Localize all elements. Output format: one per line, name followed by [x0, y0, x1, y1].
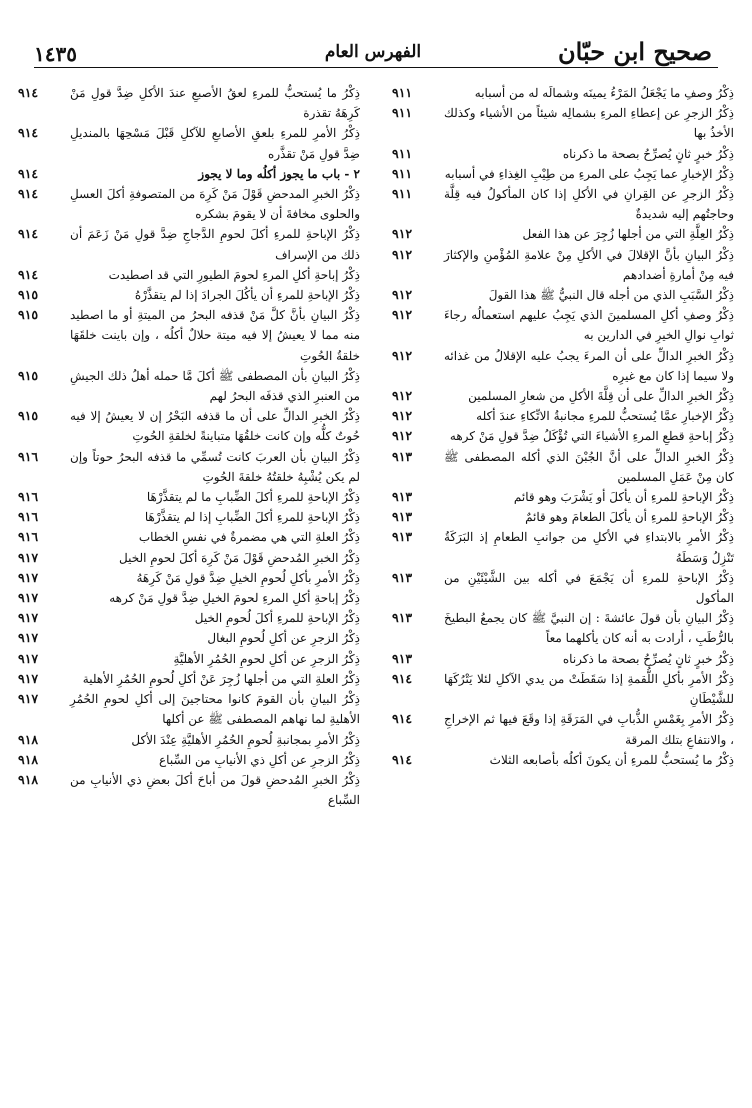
entry-page-number: ٩١٥: [18, 408, 39, 424]
index-column-left: [18, 83, 360, 810]
index-entry: [18, 123, 360, 163]
entry-text: ذِكْرُ إباحةِ أكلِ المرءِ لحومَ الخيلِ ضِدَّ قولِ مَنْ كرهه: [109, 591, 360, 606]
entry-page-number: ٩١٤: [18, 226, 39, 242]
entry-page-number: ٩١٢: [392, 307, 413, 323]
entry-page-number: ٩١٢: [392, 246, 413, 262]
page-header: [34, 30, 712, 66]
index-entry: [392, 507, 734, 527]
entry-text: ذِكْرُ البيانِ بأنَّ كلَّ مَنْ قذفه البحرُ من الميتةِ أو ما اصطيد منه مما لا يعيشُ إلا فيه ميتة حلالٌ أكلُه ، وإن باينت خلقَهَا خلقةُ الحُوتِ: [70, 308, 360, 363]
entry-text: ذِكْرُ الإباحةِ للمرءِ أن يأكلَ الطعامَ وهو قائمٌ: [525, 510, 734, 525]
entry-page-number: ٩١٦: [18, 509, 39, 525]
entry-page-number: ٩١٦: [18, 448, 39, 464]
index-entry: [18, 507, 360, 527]
entry-text: ذِكْرُ الإباحةِ للمرءِ أن يَجْمَعَ في أكله بين الشَّيْئَيْنِ من المأكول: [444, 570, 734, 606]
entry-page-number: ٩١٧: [18, 630, 39, 646]
index-entry: [18, 285, 360, 305]
entry-text: ذِكْرُ الخبرِ الدالِّ على أن ما قذفه البَحْرُ إن لا يعيشُ إلا فيه حُوتٌ كلُّه وإن كانت خلقُهَا متباينةً لخلقةِ الحُوتِ: [70, 409, 360, 444]
entry-page-number: ٩١٣: [392, 509, 413, 525]
page-number: ١٤٣٥: [34, 42, 77, 66]
entry-text: ذِكْرُ الخبرِ المُدحضِ قَوْلَ مَنْ كَرِهَ أكلَ لحومِ الخيل: [119, 550, 360, 565]
index-entry: [392, 386, 734, 406]
entry-text: ذِكْرُ الأمرِ بالابتداءِ في الأكلِ من جوانبِ الطعامِ إذ البَرَكَةُ تَنْزِلُ وَسَطَهُ: [444, 530, 734, 565]
entry-page-number: ٩١٦: [18, 489, 39, 505]
entry-text: ذِكْرُ العِلَّةِ التي من أجلها زُجِرَ عن هذا الفعل: [522, 227, 734, 242]
entry-page-number: ٩١٧: [18, 610, 39, 626]
index-entry: [392, 406, 734, 426]
entry-page-number: ٩١٤: [392, 711, 413, 727]
entry-text: ذِكْرُ الأمرِ للمرءِ بلعقِ الأصابعِ للآكلِ قَبْلَ مَسْحِهَا بالمنديلِ ضِدَّ قولِ مَنْ تقذَّره: [70, 126, 360, 161]
entry-text: ذِكْرُ العلةِ التي هي مضمرةٌ في نفسِ الخطاب: [138, 530, 360, 545]
entry-text: ذِكْرُ الإباحةِ للمرءِ أن يأكلَ أو يَشْرَبَ وهو قائم: [513, 490, 734, 505]
index-entry: [392, 568, 734, 608]
index-entry: [18, 548, 360, 568]
entry-text: ذِكْرُ البيانِ بأن المصطفى ﷺ أكلَ مَّا حمله أهلُ ذلك الجيشِ من العنبرِ الذي قذفَه البحرُ لهم: [70, 368, 360, 404]
entry-page-number: ٩١٣: [392, 448, 413, 464]
entry-text: ذِكْرُ الأمرِ بأكلِ لُحومِ الخيلِ ضِدَّ قولِ مَنْ كَرِهَهُ: [136, 570, 360, 585]
entry-text: ذِكْرُ الإباحةِ للمرءِ أن يأكُلَ الجرادَ إذا لم يتقذَّرْهُ: [134, 288, 360, 303]
index-entry: [392, 184, 734, 224]
index-column-right: [392, 83, 734, 770]
index-entry: [18, 305, 360, 366]
entry-page-number: ٩١١: [392, 85, 413, 100]
entry-page-number: ٩١٣: [392, 529, 413, 545]
entry-text: ذِكْرُ الخبرِ المدحضِ قَوْلَ مَنْ كَرِهَ من المتصوفةِ أكلَ العسلِ والحلوى مخافةَ أن لا يقومَ بشكره: [70, 187, 360, 222]
index-entry: [392, 487, 734, 507]
entry-page-number: ٩١٤: [18, 266, 39, 282]
entry-text: ذِكْرُ الإخبارِ عمَّا يُستحبُّ للمرءِ مجانبةُ الاتِّكاءِ عندَ أكله: [476, 409, 734, 424]
entry-text: ذِكْرُ ما يُستحبُّ للمرءِ أن يكونَ أكلُه بأصابعه الثلاث: [489, 752, 734, 767]
index-entry: [18, 689, 360, 729]
entry-text: ذِكْرُ الإباحةِ للمرءِ أكلَ لحومِ الدَّجاجِ ضِدَّ قولِ مَنْ زَعَمَ أن ذلك من الإسراف: [70, 227, 360, 262]
index-entry: [18, 730, 360, 750]
entry-text: ذِكْرُ الإباحةِ للمرءِ أكلَ الضِّبابِ ما لم يتقذَّرْهَا: [146, 490, 360, 505]
entry-page-number: ٩١٨: [18, 731, 39, 747]
entry-text: ذِكْرُ خبرٍ ثانٍ يُصرِّحُ بصحة ما ذكرناه: [562, 146, 734, 161]
entry-page-number: ٩١٢: [392, 408, 413, 424]
index-entry: [18, 750, 360, 770]
index-entry: [392, 83, 734, 103]
entry-text: ذِكْرُ الخبرِ الدالِّ على أنَّ الجُبْنَ الذي أكله المصطفى ﷺ كان مِنْ عَمَلِ المسلمين: [444, 449, 734, 484]
entry-text: ذِكْرُ السَّبَبِ الذي من أجله قال النبيُّ ﷺ هذا القولَ: [488, 288, 734, 303]
entry-text: ذِكْرُ الإباحةِ للمرءِ أكلَ الضِّبابِ إذا لم يتقذَّرْهَا: [144, 510, 360, 525]
header-rule: [34, 67, 718, 68]
index-entry: [392, 426, 734, 446]
index-entry: [18, 568, 360, 588]
entry-page-number: ٩١٣: [392, 489, 413, 505]
section-title: الفهرس العام: [324, 42, 422, 62]
entry-page-number: ٩١٢: [392, 287, 413, 303]
entry-text: ذِكْرُ الزجرِ عن القِرانِ في الأكلِ إذا كان المأكولُ فيه قِلَّة وحاجتُهم إليه شديدةٌ: [444, 187, 734, 222]
entry-page-number: ٩١٦: [18, 529, 39, 545]
index-entry: [18, 649, 360, 669]
entry-page-number: ٩١١: [392, 105, 413, 121]
index-entry: [392, 144, 734, 164]
index-entry: [392, 285, 734, 305]
entry-text: ذِكْرُ الأمرِ بأكلِ اللُّقمةِ إذا سَقَطَتْ من يدي الآكلِ لئلا يَتْرُكَهَا للشَّيْطَانِ: [444, 671, 734, 707]
index-entry: [18, 628, 360, 648]
entry-page-number: ٩١٣: [392, 650, 413, 666]
index-entry: [392, 224, 734, 244]
entry-page-number: ٩١١: [392, 165, 413, 181]
index-entry: [18, 770, 360, 810]
entry-page-number: ٩١٤: [392, 751, 413, 767]
entry-text: ذِكْرُ الإباحةِ للمرءِ أكلَ لُحومِ الخيل: [194, 611, 360, 626]
entry-page-number: ٩١٥: [18, 307, 39, 323]
entry-page-number: ٩١٧: [18, 549, 39, 565]
entry-page-number: ٩١٥: [18, 367, 39, 383]
entry-page-number: ٩١٣: [392, 569, 413, 585]
entry-text: ذِكْرُ الزجرِ عن أكلِ لحومِ الحُمُرِ الأهليَّةِ: [173, 651, 360, 666]
entry-text: ذِكْرُ الأمرِ بِغَمْسِ الذُّبابِ في المَرَقَةِ إذا وقَعَ فيها ثم الإخراجِ ، والانتفاعِ بتلك المرقة: [444, 712, 734, 747]
entry-page-number: ٩١٤: [18, 165, 39, 181]
entry-text: ذِكْرُ البيانِ بأن القومَ كانوا محتاجينَ إلى أكلِ لحومِ الحُمُرِ الأهليةِ لما نهاهم المصطفى ﷺ عن أكلها: [70, 692, 360, 727]
entry-text: ذِكْرُ وصفِ ما يَجْعَلُ المَرْءُ يمينَه وشمالَه له من أسبابه: [474, 86, 734, 100]
entry-page-number: ٩١٧: [18, 670, 39, 686]
index-entry: [18, 83, 360, 123]
entry-text: ذِكْرُ الزجرِ عن أكلِ ذي الأنيابِ من السِّباع: [159, 752, 360, 767]
entry-text: ذِكْرُ الزجرِ عن إعطاءِ المرءِ بشمالِه شيئاً من الأشياء وكذلك الأخذُ بها: [444, 106, 734, 141]
index-entry: [18, 406, 360, 446]
entry-text: ذِكْرُ خبرٍ ثانٍ يُصرِّحُ بصحة ما ذكرناه: [562, 651, 734, 666]
entry-text: ذِكْرُ البيانِ بأن العربَ كانت تُسمِّي ما قذفه البحرُ حوتاً وإن لم يكن يُشْبِهُ خلقتُهُ خلقةَ الحُوتِ: [70, 449, 360, 484]
index-entry: [392, 447, 734, 487]
entry-page-number: ٩١٧: [18, 650, 39, 666]
entry-text: ٢ - باب ما يجوز أكلُه وما لا يجوز: [198, 166, 360, 181]
index-entry: [18, 527, 360, 547]
entry-text: ذِكْرُ الخبرِ الدالِّ على أن قِلَّةَ الأكلِ من شعارِ المسلمين: [468, 389, 734, 404]
index-entry: [392, 527, 734, 567]
entry-page-number: ٩١٨: [18, 751, 39, 767]
entry-text: ذِكْرُ ما يُستحبُّ للمرءِ لعقُ الأصبعِ عندَ الأكلِ ضِدَّ قولِ مَنْ كَرِهَهُ تقذرة: [70, 86, 360, 121]
entry-page-number: ٩١٣: [392, 610, 413, 626]
index-entry: [392, 709, 734, 749]
book-title: صحيح ابن حبّان: [558, 37, 712, 66]
entry-page-number: ٩١٤: [18, 85, 39, 100]
entry-text: ذِكْرُ الخبرِ المُدحضِ قولَ من أباحَ أكلَ بعضِ ذي الأنيابِ من السِّباع: [70, 772, 360, 808]
entry-page-number: ٩١٧: [18, 590, 39, 606]
entry-page-number: ٩١٨: [18, 771, 39, 787]
index-entry: [18, 608, 360, 628]
entry-page-number: ٩١٢: [392, 226, 413, 242]
index-entry: [18, 224, 360, 264]
entry-text: ذِكْرُ الإخبارِ عما يَجِبُ على المرءِ من طِيْبِ الغِذاءِ في أسبابه: [444, 166, 734, 181]
index-entry: [392, 245, 734, 285]
entry-text: ذِكْرُ الخبرِ الدالِّ على أن المرءَ يجبُ عليه الإقلالُ من غذائه ولا سيما إذا كان مع غيرِه: [444, 348, 734, 383]
entry-text: ذِكْرُ إباحةِ أكلِ المرءِ لحومَ الطيورِ التي قد اصطيدت: [108, 267, 360, 282]
entry-page-number: ٩١١: [392, 186, 413, 202]
entry-text: ذِكْرُ إباحةِ قطعِ المرءِ الأشياءَ التي تُؤْكَلُ ضِدَّ قولِ مَنْ كرهه: [449, 429, 734, 444]
entry-text: ذِكْرُ الزجرِ عن أكلِ لُحومِ البغال: [207, 631, 360, 646]
index-entry: [392, 103, 734, 143]
index-entry: [392, 649, 734, 669]
entry-page-number: ٩١٢: [392, 347, 413, 363]
entry-page-number: ٩١١: [392, 145, 413, 161]
entry-page-number: ٩١٧: [18, 691, 39, 707]
index-entry: [392, 669, 734, 709]
index-entry: [18, 669, 360, 689]
entry-text: ذِكْرُ البيانِ بأن قولَ عائشةَ : إن النبيَّ ﷺ كان يجمعُ البطيخَ بالرُّطَبِ ، أرادت به أنه كان يأكلهما معاً: [444, 611, 734, 646]
entry-page-number: ٩١٥: [18, 287, 39, 303]
entry-page-number: ٩١٢: [392, 388, 413, 404]
index-entry: [18, 487, 360, 507]
index-entry: [18, 366, 360, 406]
entry-page-number: ٩١٤: [392, 670, 413, 686]
index-entry: [392, 608, 734, 648]
index-entry: [18, 588, 360, 608]
entry-page-number: ٩١٤: [18, 125, 39, 141]
index-entry: [18, 447, 360, 487]
entry-page-number: ٩١٢: [392, 428, 413, 444]
entry-page-number: ٩١٧: [18, 569, 39, 585]
index-entry: [392, 164, 734, 184]
index-entry: [392, 750, 734, 770]
entry-text: ذِكْرُ وصفِ أكلِ المسلمينَ الذي يَجِبُ عليهم استعمالُه رجاءَ ثوابِ نوالِ الخيرِ في الدارين به: [444, 308, 734, 343]
index-entry: [392, 346, 734, 386]
index-chapter-heading: [18, 164, 360, 184]
entry-page-number: ٩١٤: [18, 186, 39, 202]
index-entry: [392, 305, 734, 345]
entry-text: ذِكْرُ العلةِ التي من أجلها زُجِرَ عَنْ أكلِ لُحومِ الحُمُرِ الأهلية: [82, 671, 360, 686]
index-entry: [18, 265, 360, 285]
entry-text: ذِكْرُ الأمرِ بمجانبةِ لُحومِ الحُمُرِ الأهليَّةِ عِنْدَ الأكل: [131, 732, 360, 747]
entry-text: ذِكْرُ البيانِ بأنَّ الإقلالَ في الأكلِ مِنْ علامةِ المُؤْمنِ والإكثارَ فيه مِنْ أمارةِ أضدادهم: [444, 247, 734, 282]
index-entry: [18, 184, 360, 224]
